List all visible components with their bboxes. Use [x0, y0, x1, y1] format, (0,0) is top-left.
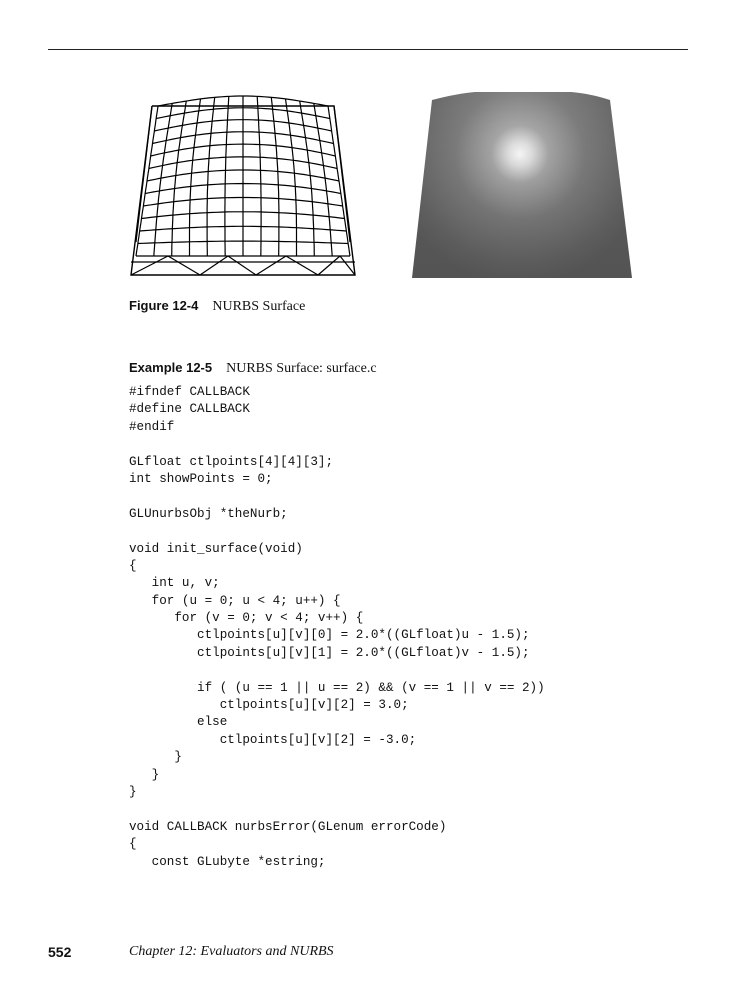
code-line: GLUnurbsObj *theNurb; [129, 506, 288, 521]
code-line: else [129, 715, 228, 730]
code-listing [129, 384, 545, 871]
mesh-line [314, 103, 332, 256]
code-line: if ( (u == 1 || u == 2) && (v == 1 || v == 2)) [129, 680, 545, 695]
nurbs-shaded-image [410, 92, 635, 280]
figure-label: Figure 12-4 [129, 298, 199, 313]
mesh-line [286, 256, 318, 275]
code-line: ctlpoints[u][v][0] = 2.0*((GLfloat)u - 1.5); [129, 628, 530, 643]
code-line: for (v = 0; v < 4; v++) { [129, 611, 364, 626]
code-line [129, 436, 545, 453]
example-caption [129, 360, 377, 377]
code-line [129, 488, 545, 505]
mesh-line [131, 256, 168, 275]
mesh-line [334, 106, 350, 242]
code-line: } [129, 767, 160, 782]
mesh-line [228, 256, 256, 275]
code-line: const GLubyte *estring; [129, 854, 326, 869]
figure-caption [129, 298, 305, 315]
code-line: int showPoints = 0; [129, 471, 273, 486]
figure-title: NURBS Surface [212, 299, 306, 314]
code-line [129, 662, 545, 679]
header-rule [48, 49, 688, 50]
code-line: ctlpoints[u][v][2] = 3.0; [129, 698, 409, 713]
code-line: ctlpoints[u][v][1] = 2.0*((GLfloat)v - 1.5); [129, 645, 530, 660]
code-line: #endif [129, 419, 175, 434]
nurbs-wireframe-image [128, 92, 358, 280]
running-head: Chapter 12: Evaluators and NURBS [129, 944, 334, 959]
mesh-line [318, 256, 340, 275]
code-line: #define CALLBACK [129, 402, 250, 417]
code-line: } [129, 784, 137, 799]
code-line: void init_surface(void) [129, 541, 303, 556]
code-line: void CALLBACK nurbsError(GLenum errorCode) [129, 819, 447, 834]
mesh-line [328, 106, 350, 256]
code-line: { [129, 558, 137, 573]
mesh-line [172, 101, 187, 256]
mesh-line [168, 256, 200, 275]
example-label: Example 12-5 [129, 360, 213, 375]
mesh-line [154, 103, 172, 256]
mesh-line [300, 101, 315, 256]
code-line: #ifndef CALLBACK [129, 385, 250, 399]
code-line: } [129, 750, 182, 765]
code-line: GLfloat ctlpoints[4][4][3]; [129, 454, 334, 469]
code-line: ctlpoints[u][v][2] = -3.0; [129, 732, 417, 747]
code-line [129, 523, 545, 540]
code-line: { [129, 837, 137, 852]
code-line: int u, v; [129, 576, 220, 591]
code-line [129, 801, 545, 818]
page-number: 552 [48, 944, 72, 960]
code-line: for (u = 0; u < 4; u++) { [129, 593, 341, 608]
mesh-line [200, 256, 228, 275]
mesh-line [136, 106, 152, 242]
mesh-line [256, 256, 286, 275]
example-title: NURBS Surface: surface.c [226, 361, 377, 376]
